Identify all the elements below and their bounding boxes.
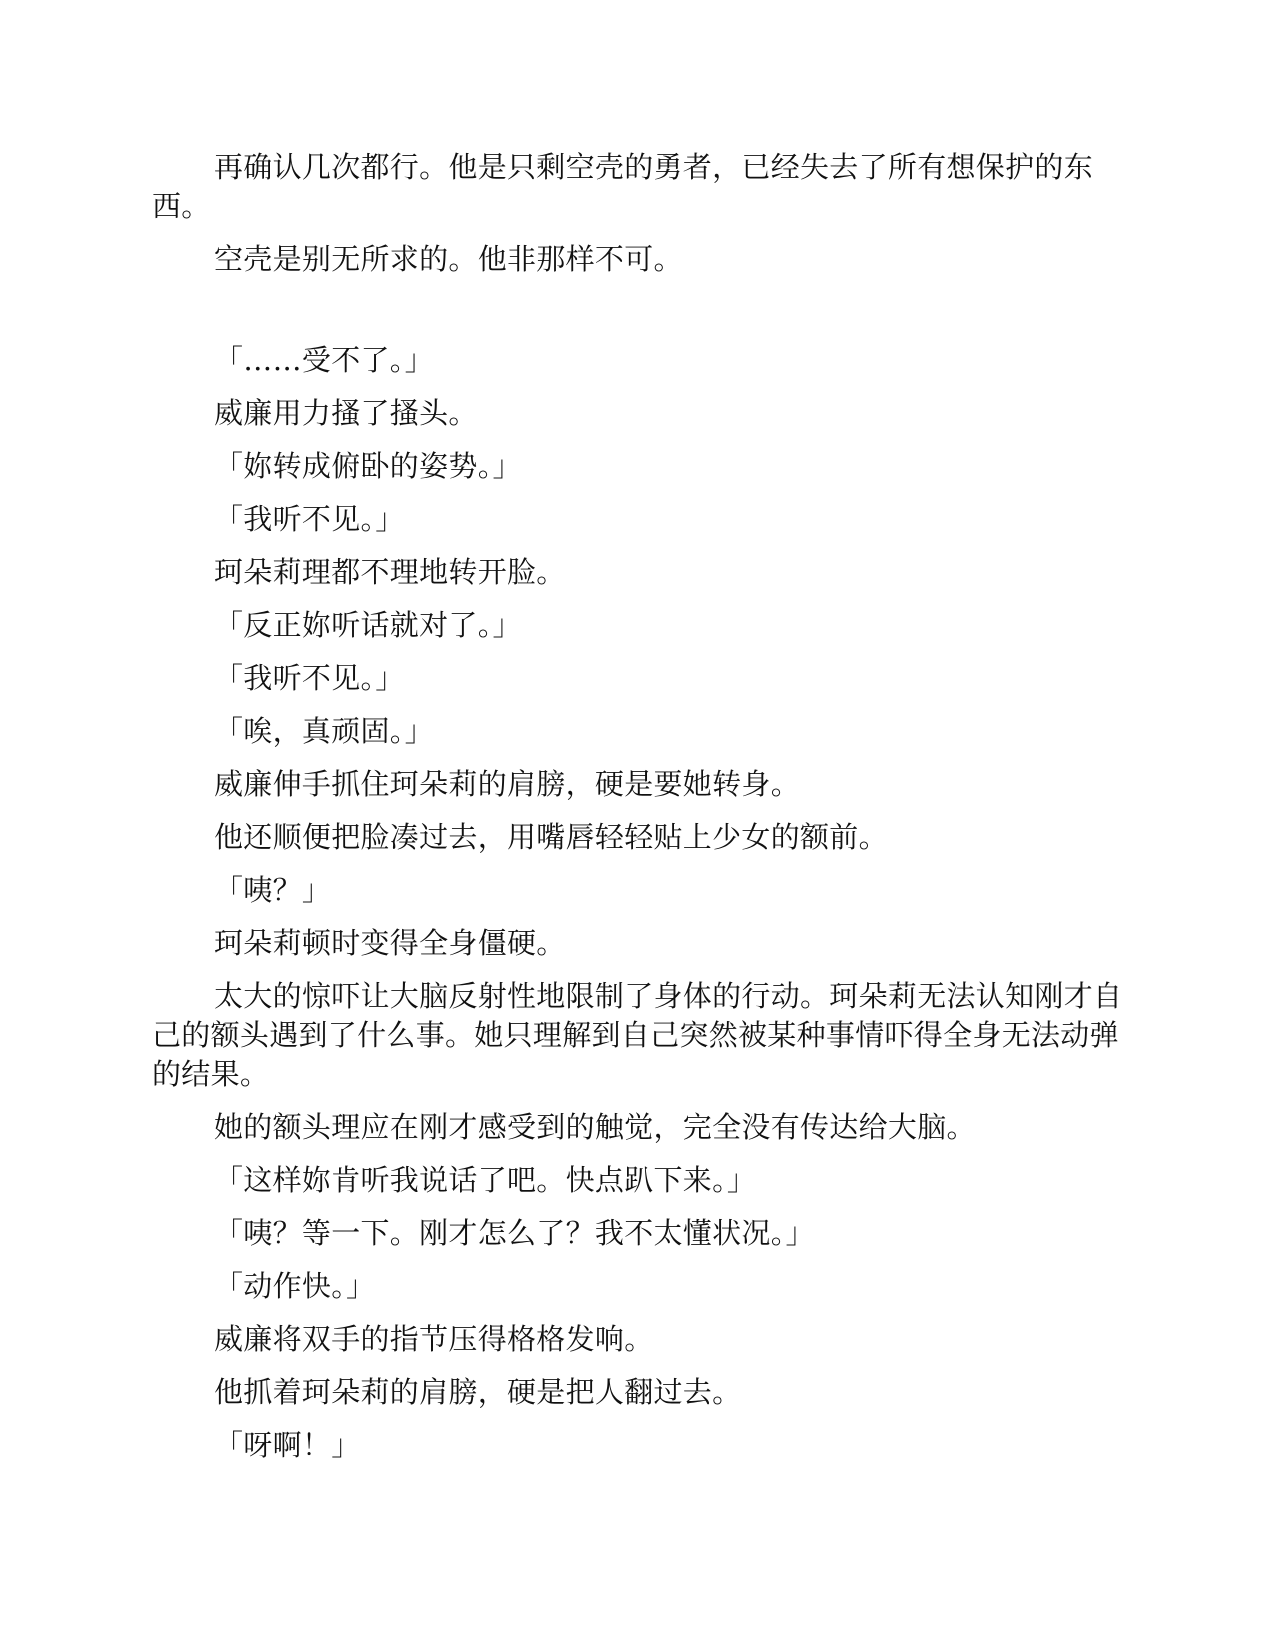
paragraph: 珂朵莉顿时变得全身僵硬。 [214, 926, 566, 960]
paragraph: 「咦？等一下。刚才怎么了？我不太懂状况。」 [214, 1216, 815, 1250]
paragraph: 「咦？」 [214, 873, 332, 907]
paragraph: 威廉伸手抓住珂朵莉的肩膀，硬是要她转身。 [214, 767, 801, 801]
paragraph: 空壳是别无所求的。他非那样不可。 [214, 242, 683, 276]
paragraph-spacer [152, 1147, 1127, 1161]
paragraph-spacer [152, 592, 1127, 606]
paragraph: 威廉将双手的指节压得格格发响。 [214, 1322, 654, 1356]
paragraph-spacer [152, 963, 1127, 977]
paragraph-spacer [152, 433, 1127, 447]
paragraph-spacer [152, 645, 1127, 659]
paragraph: 「……受不了。」 [214, 343, 434, 377]
section-break [152, 279, 1127, 341]
paragraph-spacer [152, 1359, 1127, 1373]
paragraph-spacer [152, 539, 1127, 553]
paragraph-spacer [152, 751, 1127, 765]
paragraph: 珂朵莉理都不理地转开脸。 [214, 555, 566, 589]
paragraph: 「我听不见。」 [214, 502, 405, 536]
paragraph-spacer [152, 804, 1127, 818]
paragraph-spacer [152, 1094, 1127, 1108]
paragraph: 再确认几次都行。他是只剩空壳的勇者，已经失去了所有想保护的东西。 [152, 150, 1094, 223]
paragraph: 她的额头理应在刚才感受到的触觉，完全没有传达给大脑。 [214, 1110, 976, 1144]
paragraph: 「这样妳肯听我说话了吧。快点趴下来。」 [214, 1163, 757, 1197]
paragraph: 「我听不见。」 [214, 661, 405, 695]
paragraph-spacer [152, 1253, 1127, 1267]
paragraph-spacer [152, 1306, 1127, 1320]
body-text [152, 148, 1127, 1465]
paragraph: 威廉用力搔了搔头。 [214, 396, 478, 430]
paragraph: 「反正妳听话就对了。」 [214, 608, 522, 642]
paragraph-spacer [152, 1200, 1127, 1214]
paragraph-spacer [152, 857, 1127, 871]
paragraph-spacer [152, 910, 1127, 924]
paragraph: 「呀啊！」 [214, 1428, 361, 1462]
paragraph: 「妳转成俯卧的姿势。」 [214, 449, 522, 483]
paragraph-spacer [152, 226, 1127, 240]
paragraph: 「唉，真顽固。」 [214, 714, 434, 748]
paragraph: 「动作快。」 [214, 1269, 376, 1303]
paragraph-spacer [152, 1412, 1127, 1426]
paragraph: 太大的惊吓让大脑反射性地限制了身体的行动。珂朵莉无法认知刚才自己的额头遇到了什么事。她只理解到自己突然被某种事情吓得全身无法动弹的结果。 [152, 979, 1123, 1091]
paragraph-spacer [152, 486, 1127, 500]
paragraph: 他还顺便把脸凑过去，用嘴唇轻轻贴上少女的额前。 [214, 820, 888, 854]
paragraph-spacer [152, 380, 1127, 394]
paragraph-spacer [152, 698, 1127, 712]
paragraph: 他抓着珂朵莉的肩膀，硬是把人翻过去。 [214, 1375, 742, 1409]
